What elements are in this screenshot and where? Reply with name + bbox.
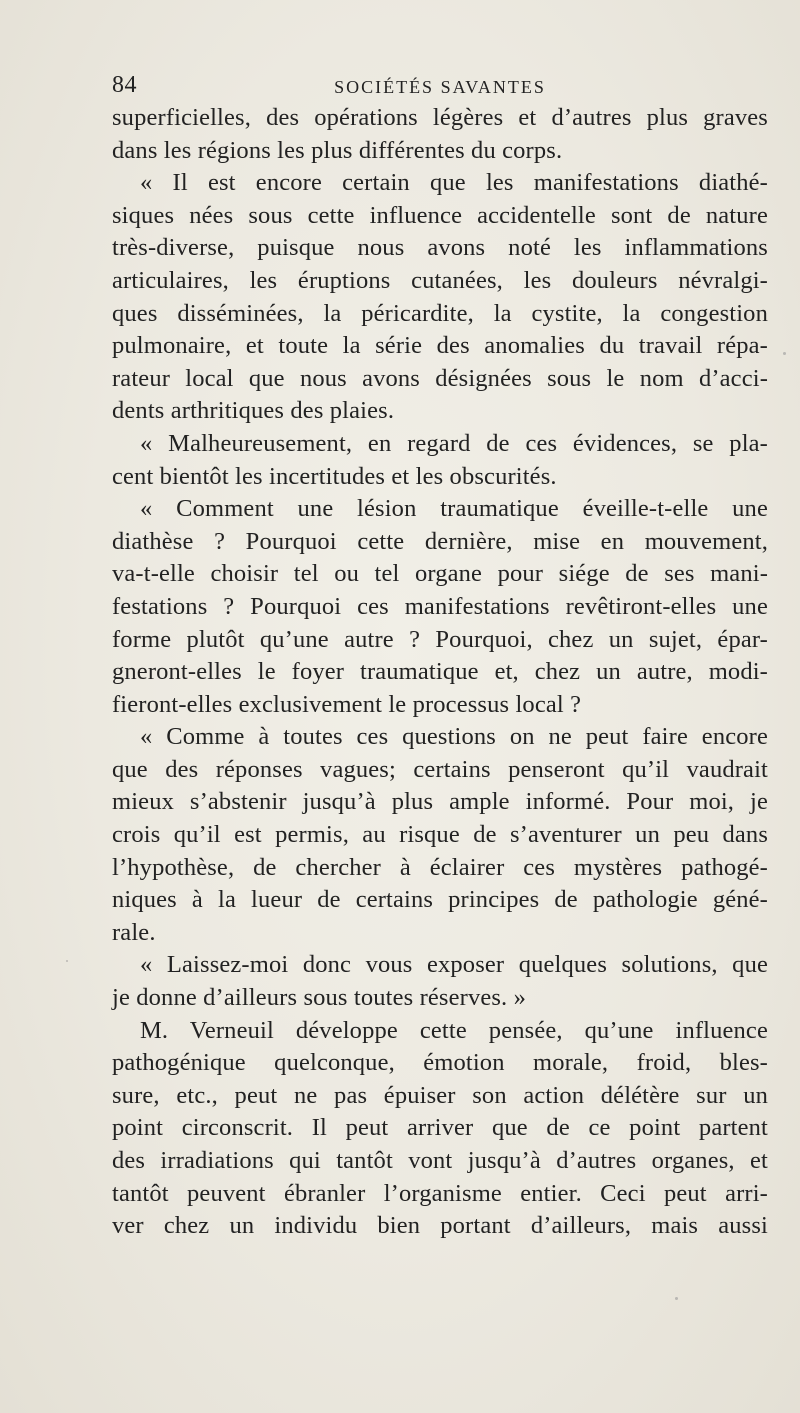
text-line: tantôt peuvent ébranler l’organisme entier. Ceci peut arri- bbox=[112, 1179, 768, 1207]
text-line: dents arthritiques des plaies. bbox=[112, 397, 395, 425]
text-line: cent bientôt les incertitudes et les obscurités. bbox=[112, 462, 557, 490]
text-line: très-diverse, puisque nous avons noté les inflammations bbox=[112, 234, 768, 262]
text-line: rateur local que nous avons désignées sous le nom d’acci- bbox=[112, 364, 768, 392]
text-line: « Laissez-moi donc vous exposer quelques solutions, que bbox=[140, 951, 768, 979]
text-line: « Malheureusement, en regard de ces évidences, se pla- bbox=[140, 429, 768, 457]
text-line: dans les régions les plus différentes du corps. bbox=[112, 136, 563, 164]
text-line: sure, etc., peut ne pas épuiser son action délétère sur un bbox=[112, 1081, 768, 1109]
text-line: pulmonaire, et toute la série des anomalies du travail répa- bbox=[112, 332, 768, 360]
text-line: ver chez un individu bien portant d’ailleurs, mais aussi bbox=[112, 1212, 768, 1240]
text-line: festations ? Pourquoi ces manifestations revêtiront-elles une bbox=[112, 592, 768, 620]
text-line: rale. bbox=[112, 918, 156, 946]
paper-speck bbox=[783, 352, 786, 355]
text-line: siques nées sous cette influence accidentelle sont de nature bbox=[112, 201, 768, 229]
text-line: je donne d’ailleurs sous toutes réserves. » bbox=[112, 984, 527, 1012]
text-line: « Comment une lésion traumatique éveille-t-elle une bbox=[140, 495, 768, 523]
text-line: l’hypothèse, de chercher à éclairer ces mystères pathogé- bbox=[112, 853, 768, 881]
text-line: gneront-elles le foyer traumatique et, chez un autre, modi- bbox=[112, 658, 768, 686]
text-line: forme plutôt qu’une autre ? Pourquoi, chez un sujet, épar- bbox=[112, 625, 768, 653]
text-line: M. Verneuil développe cette pensée, qu’une influence bbox=[140, 1016, 768, 1044]
text-line: niques à la lueur de certains principes de pathologie géné- bbox=[112, 886, 768, 914]
text-line: ques disséminées, la péricardite, la cystite, la congestion bbox=[112, 299, 768, 327]
running-head: SOCIÉTÉS SAVANTES bbox=[334, 77, 546, 97]
text-line: des irradiations qui tantôt vont jusqu’à d’autres organes, et bbox=[112, 1147, 768, 1174]
page-number: 84 bbox=[112, 72, 137, 98]
text-line: mieux s’abstenir jusqu’à plus ample informé. Pour moi, je bbox=[112, 788, 768, 816]
page-header bbox=[112, 72, 768, 102]
text-line: pathogénique quelconque, émotion morale, froid, bles- bbox=[112, 1049, 768, 1077]
body-text bbox=[112, 102, 768, 1243]
text-line: fieront-elles exclusivement le processus local ? bbox=[112, 690, 582, 718]
text-line: articulaires, les éruptions cutanées, les douleurs névralgi- bbox=[112, 266, 768, 294]
text-line: superficielles, des opérations légères et d’autres plus graves bbox=[112, 104, 768, 131]
text-line: « Comme à toutes ces questions on ne peut faire encore bbox=[140, 723, 768, 751]
text-line: « Il est encore certain que les manifestations diathé- bbox=[140, 169, 768, 197]
text-line: va-t-elle choisir tel ou tel organe pour siége de ses mani- bbox=[112, 560, 768, 588]
text-line: point circonscrit. Il peut arriver que de ce point partent bbox=[112, 1114, 768, 1142]
paper-speck bbox=[675, 1297, 678, 1300]
text-line: crois qu’il est permis, au risque de s’aventurer un peu dans bbox=[112, 821, 768, 849]
text-line: diathèse ? Pourquoi cette dernière, mise en mouvement, bbox=[112, 527, 768, 555]
paper-speck bbox=[66, 960, 68, 962]
text-line: que des réponses vagues; certains penseront qu’il vaudrait bbox=[112, 755, 768, 783]
